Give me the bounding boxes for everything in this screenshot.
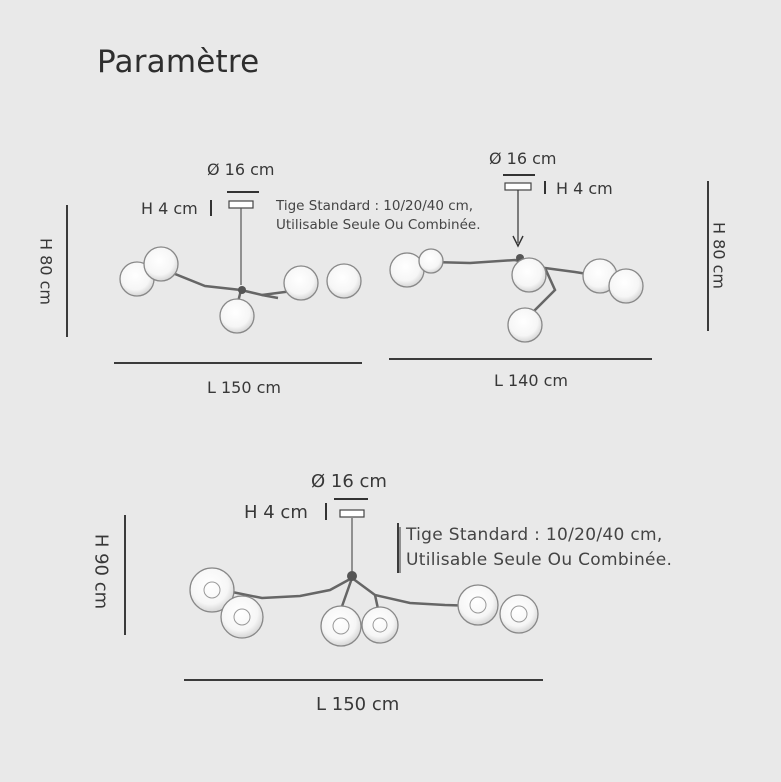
page-title: Paramètre [97,44,260,80]
lamp3-note-line1: Tige Standard : 10/20/40 cm, [406,525,663,545]
lamp2-length-label: L 140 cm [494,371,569,390]
lamp1-note-line1: Tige Standard : 10/20/40 cm, [276,198,474,214]
lamp1-diameter-label: Ø 16 cm [207,160,275,179]
lamp3-height-label: H 90 cm [90,533,112,610]
lamp3-diameter-label: Ø 16 cm [311,471,387,492]
lamp1-height-label: H 80 cm [36,238,56,305]
lamp1-note-line2: Utilisable Seule Ou Combinée. [276,217,481,233]
lamp2-height-label: H 80 cm [709,222,729,289]
lamp2-canopy-height-label: H 4 cm [556,179,613,198]
lamp3-note [397,523,672,573]
lamp3-length-label: L 150 cm [316,694,400,715]
lamp1-canopy-height-label: H 4 cm [141,199,198,218]
lamp3-note-line2: Utilisable Seule Ou Combinée. [406,550,673,570]
lamp1-length-label: L 150 cm [207,378,282,397]
lamp2-diameter-label: Ø 16 cm [489,149,557,168]
lamp1-note [276,197,481,235]
lamp3-canopy-height-label: H 4 cm [244,502,308,523]
